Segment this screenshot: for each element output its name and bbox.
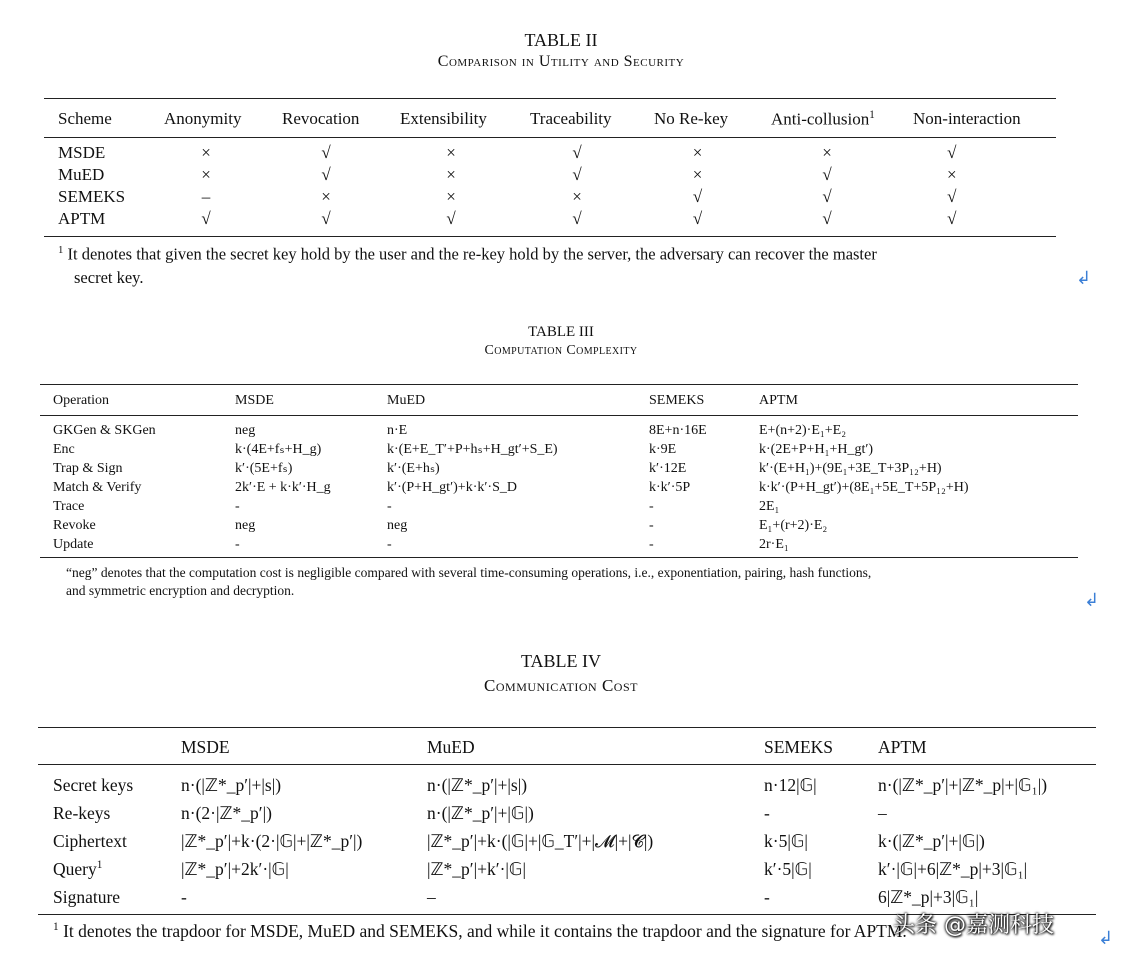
table3-header-aptm: APTM [759, 393, 798, 408]
table2-top-rule [44, 98, 1056, 99]
table-row: Query$^1$ |ℤ*_p′|+2k′·|𝔾| |ℤ*_p′|+k′·|𝔾| k′·5|𝔾| k′·|𝔾|+6|ℤ*_p|+3|𝔾₁| [53, 858, 1028, 879]
table4-header-aptm: APTM [878, 736, 927, 757]
table3-note-cont: and symmetric encryption and decryption. [66, 583, 295, 598]
return-icon: ↲ [1076, 268, 1092, 289]
table-row: Update - - - 2r·E₁ [53, 536, 789, 552]
table2-header-no-rekey: No Re-key [654, 109, 729, 128]
table-row: Signature - – - 6|ℤ*_p|+3|𝔾₁| [53, 886, 979, 907]
table-row: GKGen & SKGen neg n·E 8E+n·16E E+(n+2)·E₁+E₂ [53, 422, 847, 438]
table-row: MSDE × √ × √ × × √ [58, 143, 957, 162]
table4-header-semeks: SEMEKS [764, 736, 834, 757]
table4-header-blank [53, 735, 181, 759]
table2-label: TABLE II [524, 30, 598, 50]
table2-header-traceability: Traceability [530, 109, 612, 128]
table2-header-scheme: Scheme [58, 109, 112, 128]
table4-header-mued: MuED [427, 736, 475, 757]
table2 [58, 106, 1021, 230]
table3-header-operation: Operation [53, 393, 109, 408]
table3-top-rule [40, 384, 1078, 385]
table4 [53, 735, 1047, 911]
table3-header-mued: MuED [387, 393, 426, 408]
table4-label: TABLE IV [520, 651, 602, 671]
table3-label: TABLE III [528, 324, 594, 340]
table2-title: Comparison in Utility and Security [437, 53, 685, 70]
table-row: Trap & Sign k′·(5E+fₛ) k′·(E+hₛ) k′·12E k′·(E+H₁)+(9E₁+3E_T+3P₁₂+H) [53, 460, 942, 476]
table3 [53, 391, 969, 554]
watermark: 头条 @嘉测科技 [893, 913, 1054, 938]
table-row: Enc k·(4E+fₛ+H_g) k·(E+E_T′+P+hₛ+H_gt′+S_E) k·9E k·(2E+P+H₁+H_gt′) [53, 441, 874, 457]
table4-footnote: $^1$ It denotes the trapdoor for MSDE, MuED and SEMEKS, and while it contains the trapdoor and the signature for APTM. [53, 921, 907, 941]
table3-title: Computation Complexity [484, 343, 638, 358]
table2-header-row [58, 106, 1021, 132]
table3-bottom-rule [40, 557, 1078, 558]
table2-header-anti-collusion: Anti-collusion$^1$ [771, 108, 875, 129]
table-row: Secret keys n·(|ℤ*_p′|+|s|) n·(|ℤ*_p′|+|s|) n·12|𝔾| n·(|ℤ*_p′|+|ℤ*_p|+|𝔾₁|) [53, 774, 1048, 795]
table4-header-msde: MSDE [181, 736, 230, 757]
table-row: Re-keys n·(2·|ℤ*_p′|) n·(|ℤ*_p′|+|𝔾|) - – [53, 802, 887, 823]
table2-header-anonymity: Anonymity [164, 109, 242, 128]
table-row: Trace - - - 2E₁ [53, 498, 780, 514]
table-row: MuED × √ × √ × √ × [58, 165, 957, 184]
table4-title: Communication Cost [484, 676, 638, 695]
table2-footnote-cont: secret key. [74, 268, 144, 287]
table2-header-extensibility: Extensibility [400, 109, 487, 128]
return-icon: ↲ [1098, 928, 1114, 949]
return-icon: ↲ [1084, 590, 1100, 611]
table-row: SEMEKS – × × × √ √ √ [58, 187, 957, 206]
table-row: Revoke neg neg - E₁+(r+2)·E₂ [53, 517, 828, 533]
table-row: Ciphertext |ℤ*_p′|+k·(2·|𝔾|+|ℤ*_p′|) |ℤ*_p′|+k·(|𝔾|+|𝔾_T′|+|𝓜|+|𝓒|) k·5|𝔾| k·(|ℤ*_p′|+|𝔾|) [53, 830, 985, 851]
table4-top-rule [38, 727, 1096, 728]
table3-note: “neg” denotes that the computation cost is negligible compared with several time-consuming operations, i.e., exponentiation, pairing, hash functions, [66, 565, 872, 580]
table3-header-row [53, 391, 969, 411]
table2-footnote: $^1$ It denotes that given the secret key hold by the user and the re-key hold by the server, the adversary can recover the master [58, 244, 877, 264]
table2-header-non-interaction: Non-interaction [913, 109, 1021, 128]
table-row: Match & Verify 2k′·E + k·k′·H_g k′·(P+H_gt′)+k·k′·S_D k·k′·5P k·k′·(P+H_gt′)+(8E₁+5E_T+5P₁₂+H) [53, 479, 969, 495]
table3-header-msde: MSDE [235, 393, 274, 408]
table3-header-semeks: SEMEKS [649, 393, 705, 408]
table-row: APTM √ √ √ √ √ √ √ [58, 209, 957, 228]
table2-header-revocation: Revocation [282, 109, 360, 128]
table4-header-row [53, 735, 1047, 759]
table2-bottom-rule [44, 236, 1056, 237]
